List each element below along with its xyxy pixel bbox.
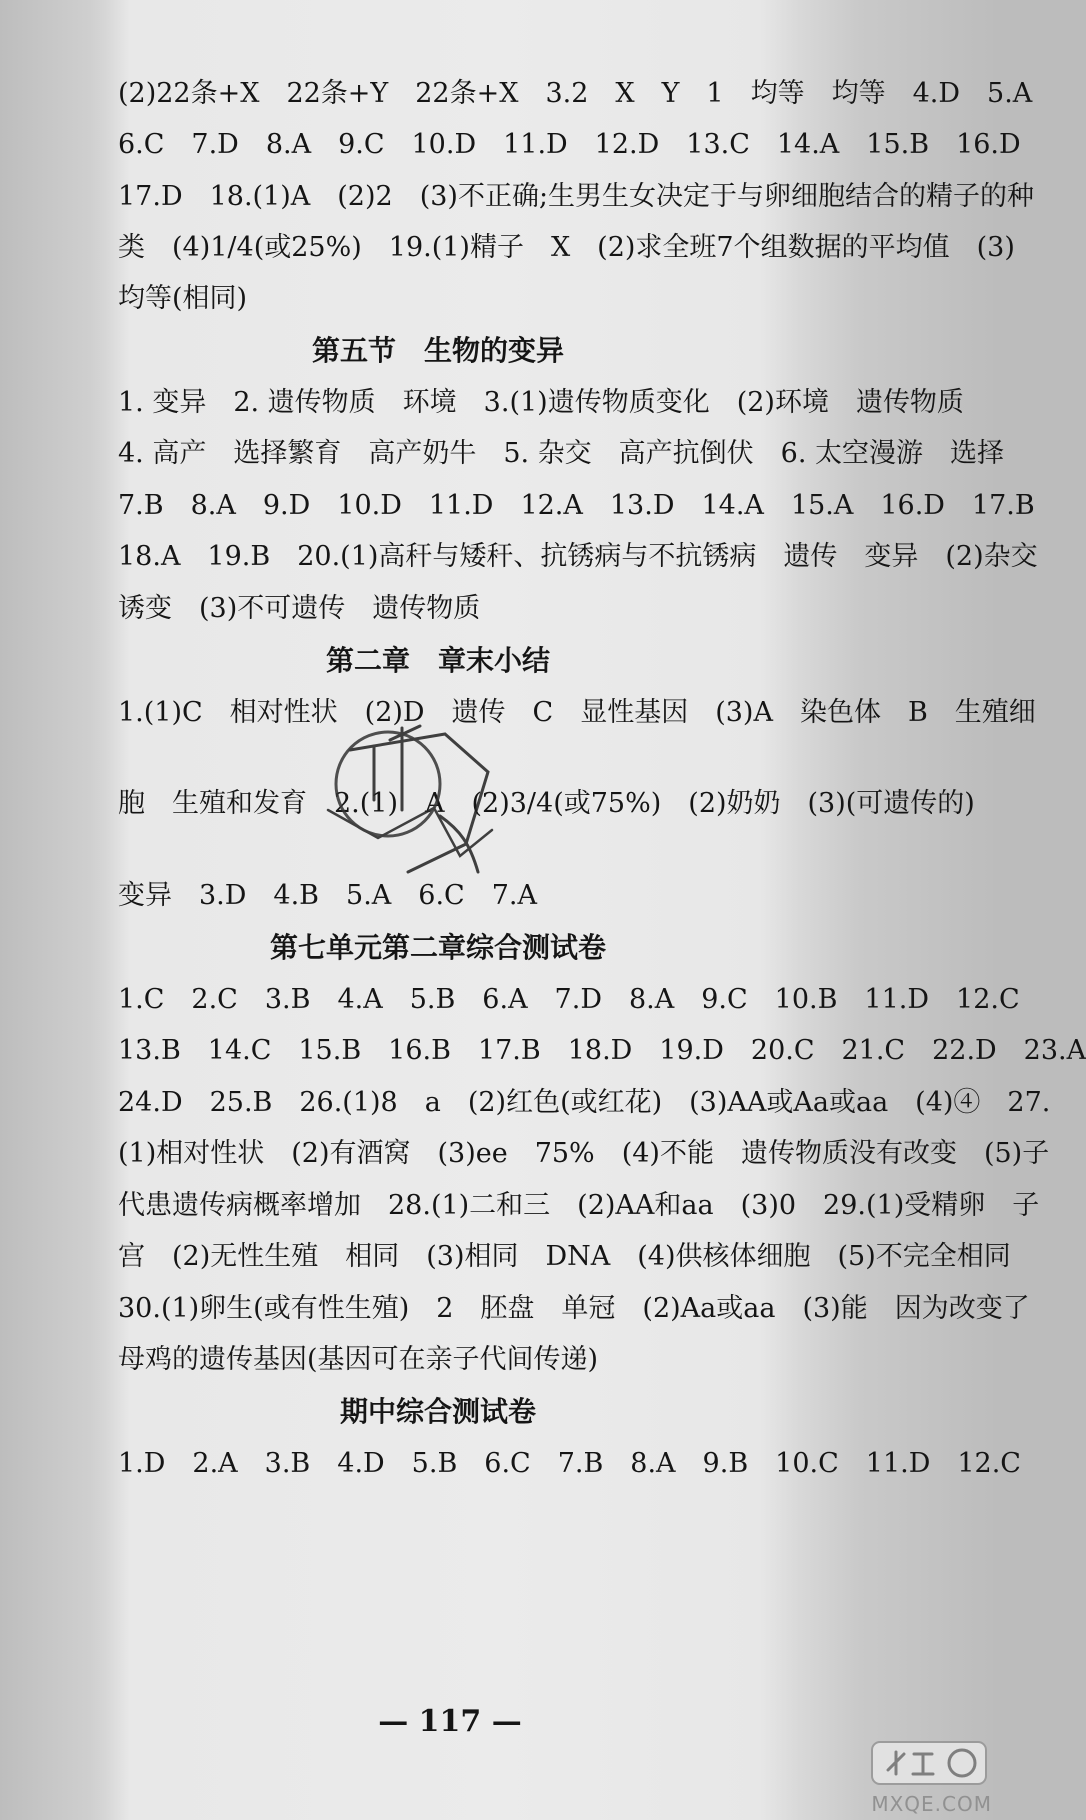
answer-line-13: 变异 3.D 4.B 5.A 6.C 7.A — [118, 880, 537, 911]
logo-circle — [949, 1750, 975, 1776]
answer-line-19: 宫 (2)无性生殖 相同 (3)相同 DNA (4)供核体细胞 (5)不完全相同 — [118, 1241, 1011, 1272]
watermark-text: MXQE.COM — [871, 1792, 992, 1816]
logo-frame — [872, 1742, 986, 1784]
section-heading-variation: 第五节 生物的变异 — [311, 334, 564, 367]
answer-line-12: 胞 生殖和发育 2.(1) A (2)3/4(或75%) (2)奶奶 (3)(可遗传的) — [118, 788, 975, 819]
section-heading-midterm-test: 期中综合测试卷 — [339, 1395, 536, 1428]
stamp-scribble — [440, 816, 478, 872]
page-number: — 117 — — [378, 1704, 522, 1739]
answer-line-17: (1)相对性状 (2)有酒窝 (3)ee 75% (4)不能 遗传物质没有改变 (5)子 — [118, 1138, 1050, 1169]
section-heading-chapter-summary: 第二章 章末小结 — [325, 644, 550, 677]
corner-logo — [860, 1740, 992, 1816]
answer-line-4: 类 (4)1/4(或25%) 19.(1)精子 X (2)求全班7个组数据的平均值 (3) — [118, 232, 1015, 263]
answer-line-5: 均等(相同) — [118, 283, 248, 314]
answer-line-1: (2)22条+X 22条+Y 22条+X 3.2 X Y 1 均等 均等 4.D 5.A — [118, 78, 1033, 109]
answer-line-11: 1.(1)C 相对性状 (2)D 遗传 C 显性基因 (3)A 染色体 B 生殖细 — [118, 697, 1036, 728]
section-heading-chapter-test: 第七单元第二章综合测试卷 — [269, 931, 606, 964]
answer-line-22: 1.D 2.A 3.B 4.D 5.B 6.C 7.B 8.A 9.B 10.C 11.D 12.C — [118, 1448, 1021, 1479]
answer-line-6: 1. 变异 2. 遗传物质 环境 3.(1)遗传物质变化 (2)环境 遗传物质 — [118, 387, 964, 418]
answer-line-21: 母鸡的遗传基因(基因可在亲子代间传递) — [118, 1344, 599, 1375]
answer-line-8: 7.B 8.A 9.D 10.D 11.D 12.A 13.D 14.A 15.A 16.D 17.B — [118, 490, 1035, 521]
answer-line-20: 30.(1)卵生(或有性生殖) 2 胚盘 单冠 (2)Aa或aa (3)能 因为改变了 — [118, 1293, 1030, 1324]
answer-line-9: 18.A 19.B 20.(1)高秆与矮秆、抗锈病与不抗锈病 遗传 变异 (2)杂交 — [118, 541, 1038, 572]
answer-line-18: 代患遗传病概率增加 28.(1)二和三 (2)AA和aa (3)0 29.(1)受精卵 子 — [118, 1190, 1040, 1221]
logo-glyph — [888, 1752, 933, 1774]
answer-line-16: 24.D 25.B 26.(1)8 a (2)红色(或红花) (3)AA或Aa或aa (4)④ 27. — [118, 1087, 1051, 1118]
answer-line-15: 13.B 14.C 15.B 16.B 17.B 18.D 19.D 20.C 21.C 22.D 23.A — [118, 1035, 1086, 1066]
answer-line-2: 6.C 7.D 8.A 9.C 10.D 11.D 12.D 13.C 14.A 15.B 16.D — [118, 129, 1021, 160]
answer-line-10: 诱变 (3)不可遗传 遗传物质 — [118, 593, 481, 624]
answer-line-14: 1.C 2.C 3.B 4.A 5.B 6.A 7.D 8.A 9.C 10.B 11.D 12.C — [118, 984, 1020, 1015]
brand-logo-icon — [870, 1740, 988, 1786]
answer-line-3: 17.D 18.(1)A (2)2 (3)不正确;生男生女决定于与卵细胞结合的精子的种 — [118, 181, 1035, 212]
answer-line-7: 4. 高产 选择繁育 高产奶牛 5. 杂交 高产抗倒伏 6. 太空漫游 选择 — [118, 438, 1005, 469]
